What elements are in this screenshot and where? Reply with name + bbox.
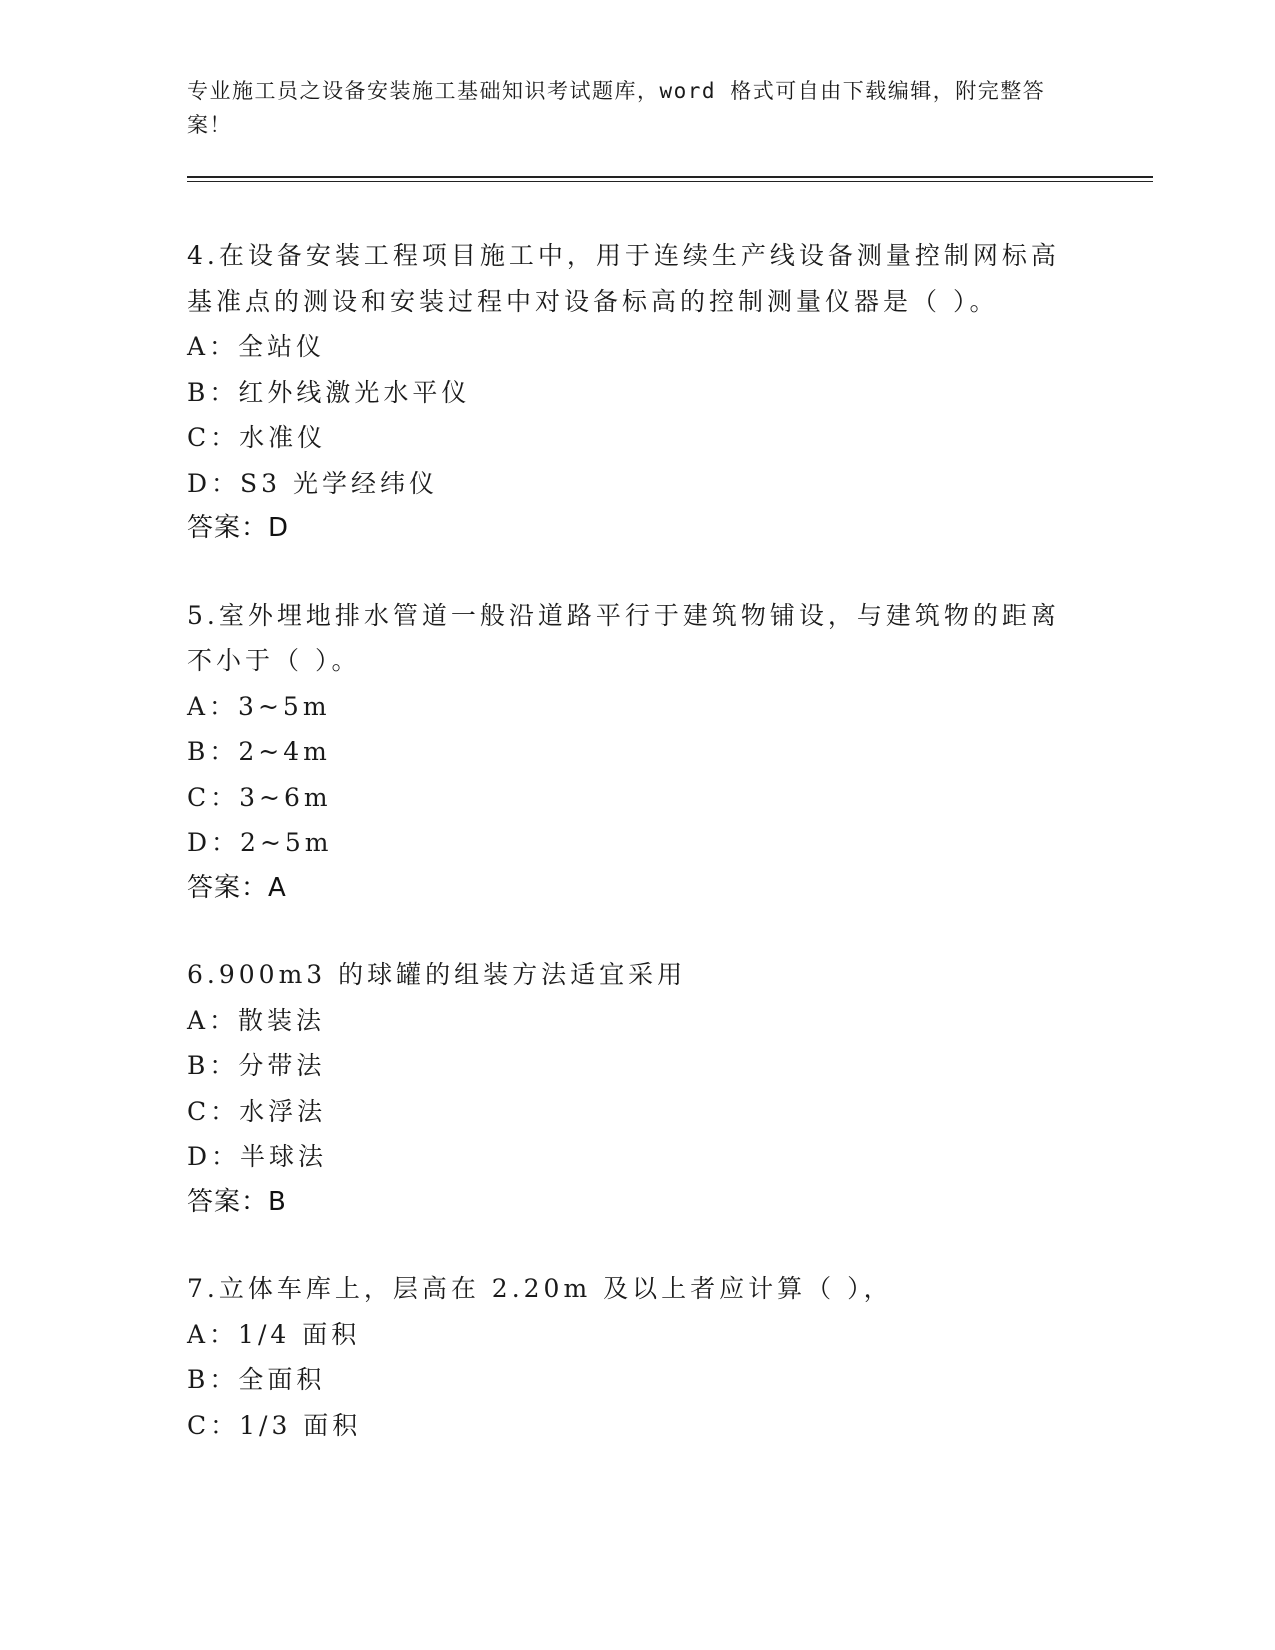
option-c: C：1/3 面积 bbox=[187, 1410, 362, 1440]
option-b: B：全面积 bbox=[187, 1365, 326, 1394]
option-d: D：2~5m bbox=[187, 828, 333, 857]
question-stem: 5.室外埋地排水管道一般沿道路平行于建筑物铺设，与建筑物的距离不小于（ ）。 bbox=[187, 600, 1060, 675]
question-6 bbox=[187, 952, 1067, 1225]
option-d: D：S3 光学经纬仪 bbox=[187, 468, 439, 498]
option-b: B：红外线激光水平仪 bbox=[187, 377, 471, 407]
option-c: C：3~6m bbox=[187, 782, 332, 812]
question-7 bbox=[187, 1266, 1067, 1448]
header-divider-thin bbox=[187, 181, 1153, 182]
option-c: C：水准仪 bbox=[187, 423, 327, 452]
header-divider-thick bbox=[187, 176, 1153, 178]
option-b: B：2~4m bbox=[187, 737, 331, 766]
question-stem: 6.900m3 的球罐的组装方法适宜采用 bbox=[187, 960, 687, 989]
question-5 bbox=[187, 593, 1067, 912]
question-stem: 7.立体车库上，层高在 2.20m 及以上者应计算（ ）， bbox=[187, 1274, 893, 1303]
document-header: 专业施工员之设备安装施工基础知识考试题库，word 格式可自由下载编辑，附完整答案！ bbox=[187, 79, 1046, 137]
answer-line: 答案：A bbox=[187, 872, 287, 903]
option-c: C：水浮法 bbox=[187, 1096, 327, 1126]
option-a: A：3~5m bbox=[187, 691, 331, 721]
question-stem: 4.在设备安装工程项目施工中，用于连续生产线设备测量控制网标高基准点的测设和安装过程中对设备标高的控制测量仪器是（ ）。 bbox=[187, 241, 1060, 316]
option-d: D：半球法 bbox=[187, 1142, 328, 1171]
question-4 bbox=[187, 233, 1067, 552]
answer-line: 答案：B bbox=[187, 1186, 287, 1217]
option-a: A：1/4 面积 bbox=[187, 1319, 361, 1349]
answer-line: 答案：D bbox=[187, 513, 290, 543]
option-a: A：全站仪 bbox=[187, 332, 326, 361]
option-b: B：分带法 bbox=[187, 1051, 326, 1080]
option-a: A：散装法 bbox=[187, 1005, 326, 1035]
question-list bbox=[187, 233, 1067, 1489]
